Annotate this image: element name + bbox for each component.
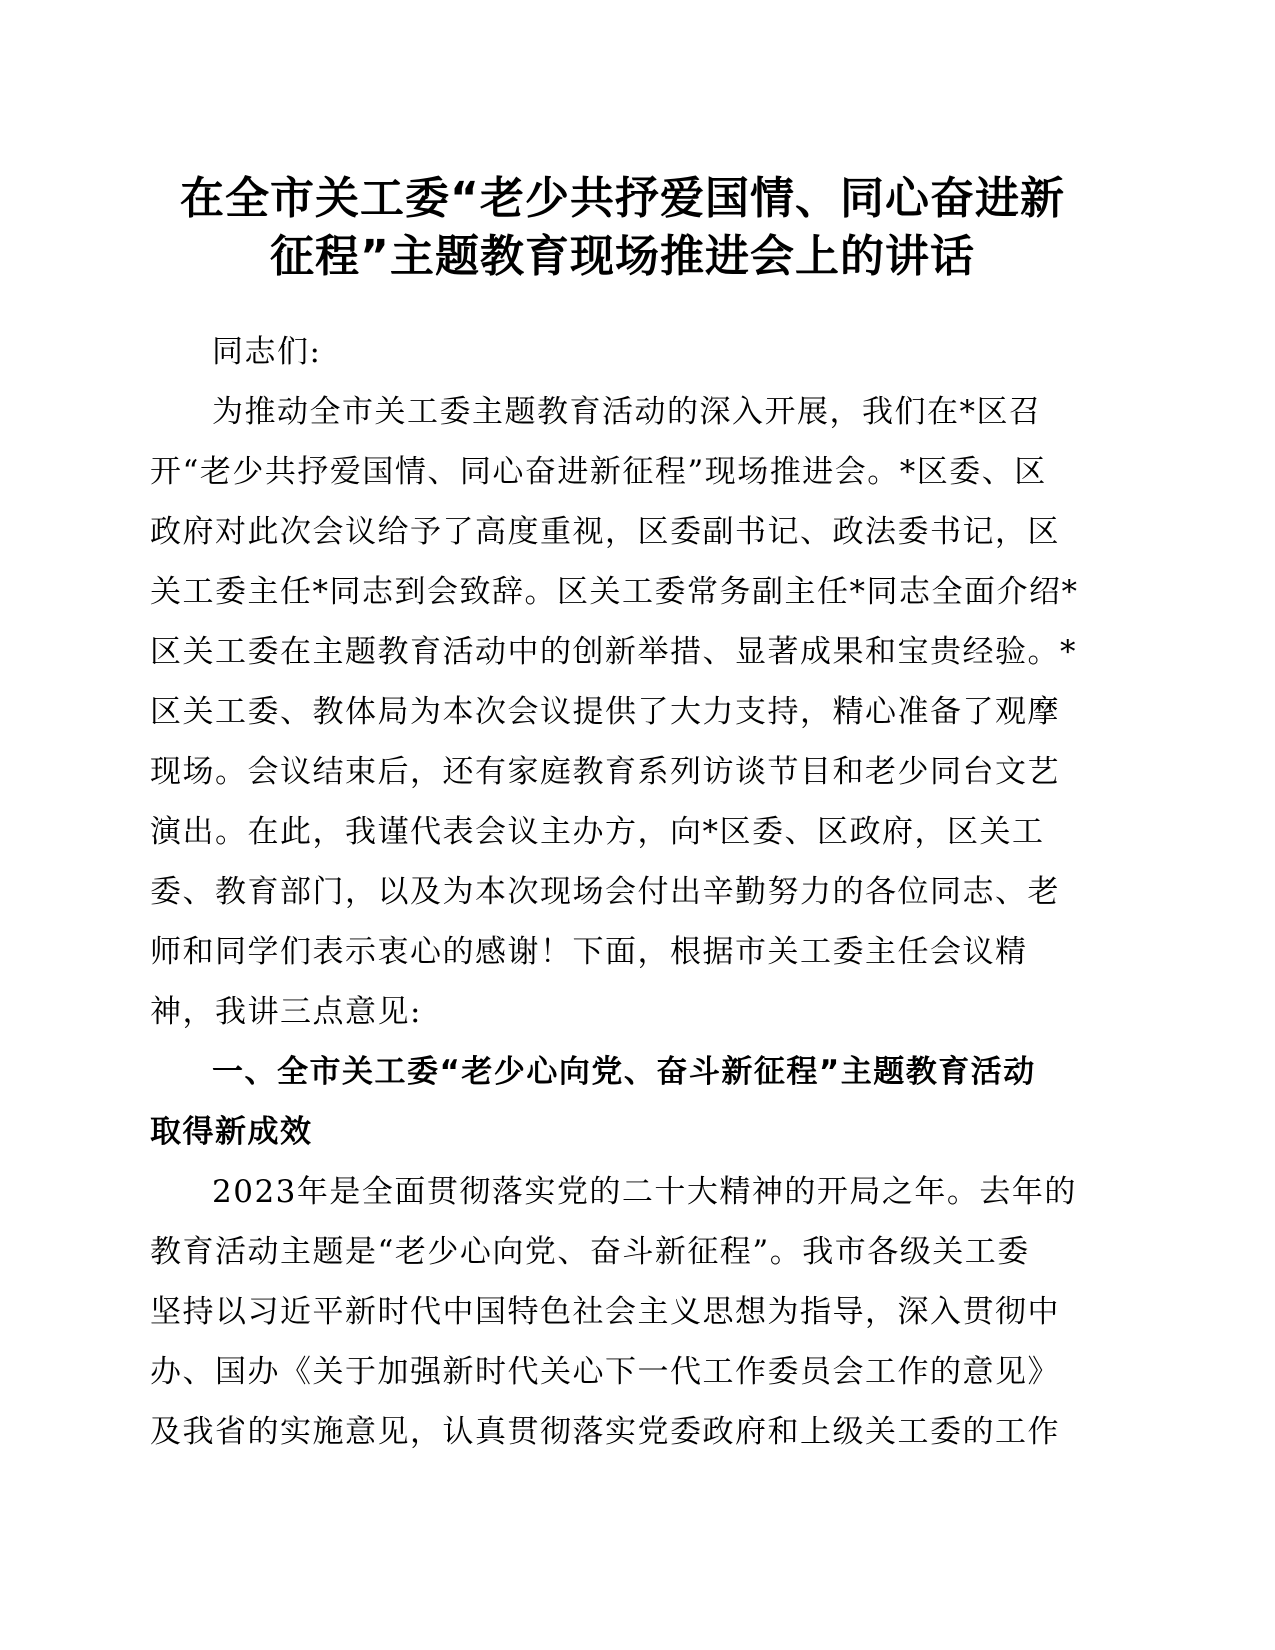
paragraph-line: 神，我讲三点意见: <box>150 994 422 1030</box>
paragraph-line: 委、教育部门，以及为本次现场会付出辛勤努力的各位同志、老 <box>150 874 1060 910</box>
paragraph-line: 办、国办《关于加强新时代关心下一代工作委员会工作的意见》 <box>150 1354 1060 1390</box>
greeting: 同志们: <box>212 334 322 370</box>
title-line-1: 在全市关工委“老少共抒爱国情、同心奋进新 <box>180 173 1065 224</box>
document-body <box>150 322 1095 1462</box>
paragraph-line: 现场。会议结束后，还有家庭教育系列访谈节目和老少同台文艺 <box>150 754 1060 790</box>
paragraph-line: 区关工委、教体局为本次会议提供了大力支持，精心准备了观摩 <box>150 694 1060 730</box>
paragraph-1 <box>150 382 1095 1042</box>
paragraph-2 <box>150 1162 1095 1462</box>
paragraph-line: 区关工委在主题教育活动中的创新举措、显著成果和宝贵经验。* <box>150 634 1077 670</box>
paragraph-line: 演出。在此，我谨代表会议主办方，向*区委、区政府，区关工 <box>150 814 1045 850</box>
title-line-2: 征程”主题教育现场推进会上的讲话 <box>270 231 975 282</box>
paragraph-line: 为推动全市关工委主题教育活动的深入开展，我们在*区召 <box>212 394 1042 430</box>
section-heading-1 <box>150 1042 1095 1162</box>
document-title <box>150 170 1095 286</box>
heading-line: 取得新成效 <box>150 1114 313 1150</box>
paragraph-line: 政府对此次会议给予了高度重视，区委副书记、政法委书记，区 <box>150 514 1060 550</box>
heading-line: 一、全市关工委“老少心向党、奋斗新征程”主题教育活动 <box>212 1054 1036 1090</box>
paragraph-line: 教育活动主题是“老少心向党、奋斗新征程”。我市各级关工委 <box>150 1234 1030 1270</box>
paragraph-line: 开“老少共抒爱国情、同心奋进新征程”现场推进会。*区委、区 <box>150 454 1047 490</box>
paragraph-line: 坚持以习近平新时代中国特色社会主义思想为指导，深入贯彻中 <box>150 1294 1060 1330</box>
paragraph-line: 2023年是全面贯彻落实党的二十大精神的开局之年。去年的 <box>212 1174 1077 1210</box>
paragraph-line: 关工委主任*同志到会致辞。区关工委常务副主任*同志全面介绍* <box>150 574 1079 610</box>
paragraph-line: 及我省的实施意见，认真贯彻落实党委政府和上级关工委的工作 <box>150 1414 1060 1450</box>
paragraph-line: 师和同学们表示衷心的感谢！下面，根据市关工委主任会议精 <box>150 934 1028 970</box>
